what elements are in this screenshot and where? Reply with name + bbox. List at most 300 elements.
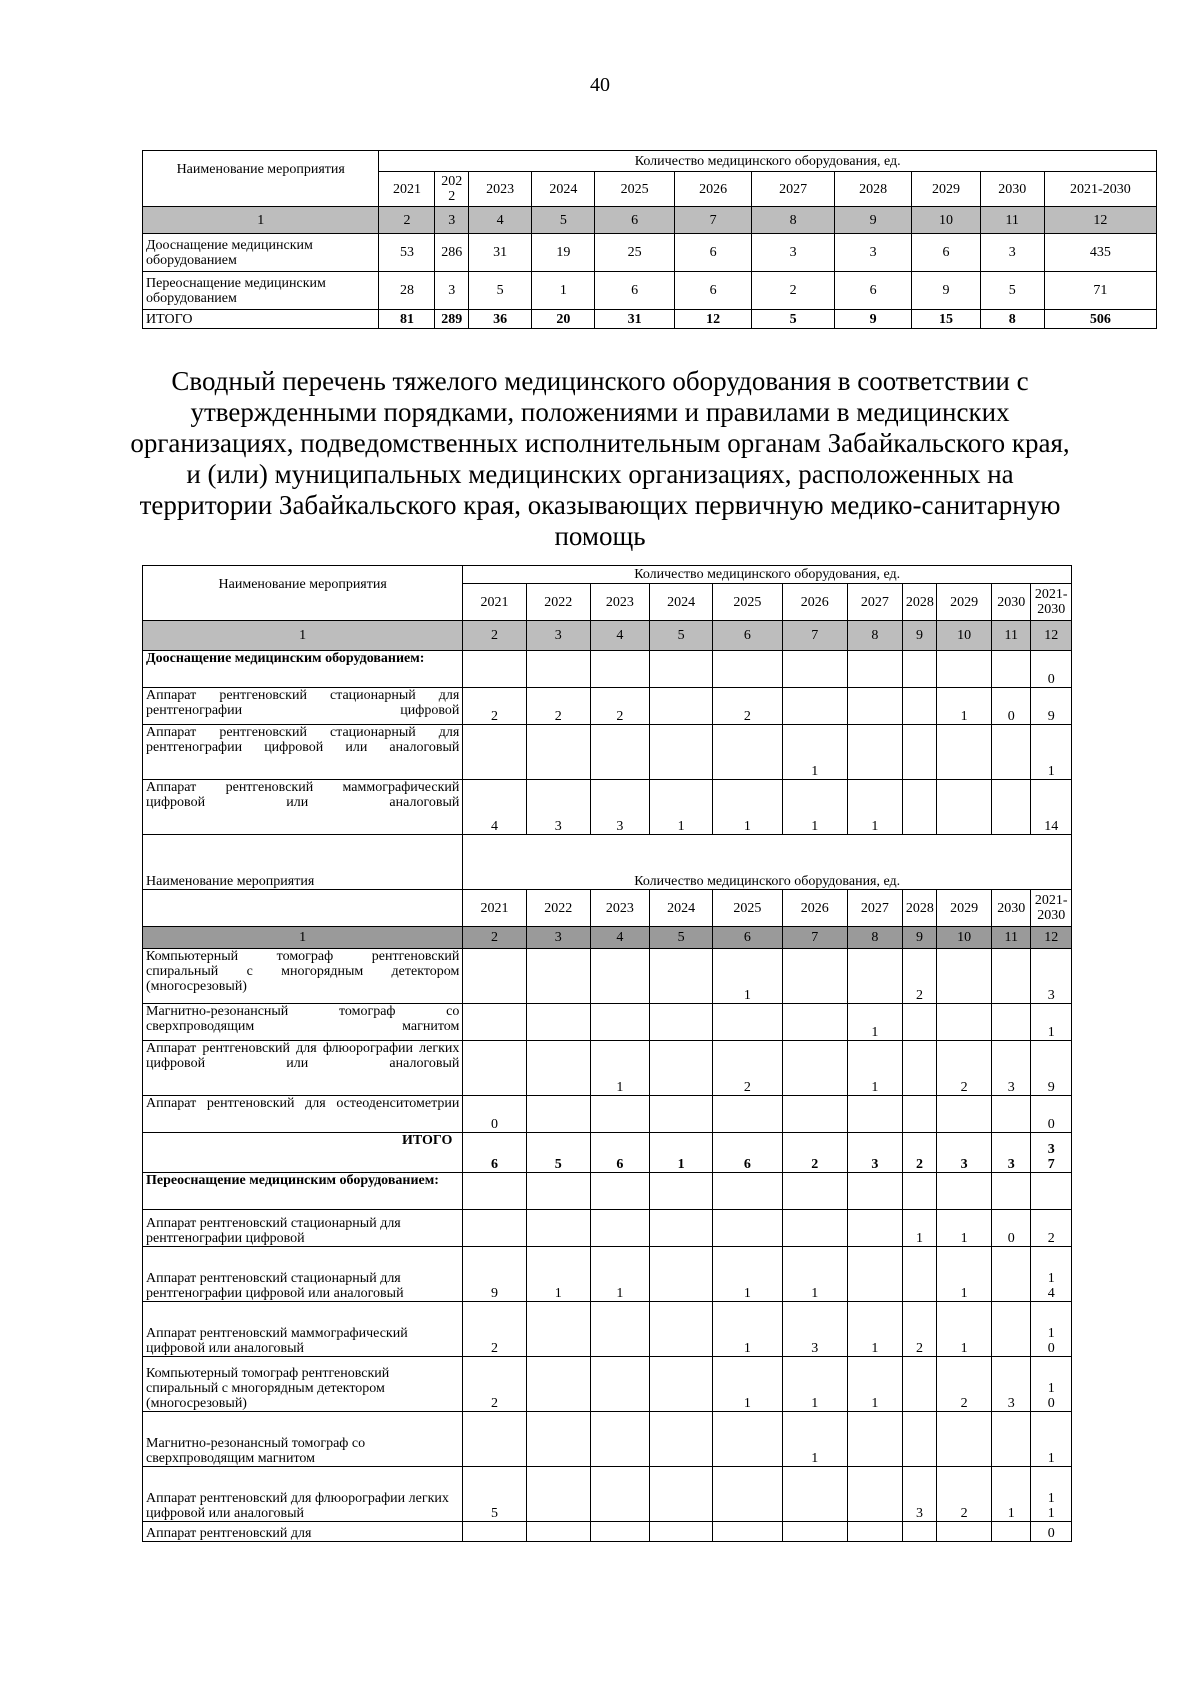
index-cell: 3 — [526, 621, 590, 651]
table-cell — [847, 1247, 902, 1302]
total-cell: 20 — [532, 310, 595, 329]
table-cell: 2 — [526, 688, 590, 725]
index-cell: 5 — [649, 621, 712, 651]
table-cell: 3 — [1031, 949, 1072, 1004]
table-cell — [649, 1041, 712, 1096]
table-cell: 1 — [1031, 1412, 1072, 1467]
table-cell — [649, 1357, 712, 1412]
name-header: Наименование мероприятия — [143, 151, 379, 207]
table-cell — [143, 890, 463, 927]
index-cell: 10 — [937, 927, 992, 949]
year-header: 2024 — [532, 172, 595, 207]
table-cell — [847, 725, 902, 780]
table-cell — [847, 1096, 902, 1133]
table-cell: 2 — [937, 1041, 992, 1096]
table-cell — [649, 1302, 712, 1357]
table-cell: 1 — [782, 1247, 847, 1302]
table-cell — [847, 949, 902, 1004]
total-cell: 1 — [649, 1133, 712, 1173]
data-row — [143, 688, 1072, 725]
table-cell — [847, 1412, 902, 1467]
total-cell: 6 — [590, 1133, 649, 1173]
index-cell: 11 — [992, 927, 1031, 949]
table-cell: 1 — [590, 1247, 649, 1302]
table-cell: 1 — [937, 1247, 992, 1302]
table-cell — [649, 949, 712, 1004]
total-cell: 6 — [713, 1133, 782, 1173]
table-cell — [526, 949, 590, 1004]
table-cell — [992, 1522, 1031, 1542]
table-cell: 1 — [847, 1302, 902, 1357]
total-label: ИТОГО — [143, 1133, 463, 1173]
total-cell: 506 — [1044, 310, 1156, 329]
table-cell: 2 — [937, 1357, 992, 1412]
total-cell: 15 — [912, 310, 980, 329]
index-cell: 1 — [143, 621, 463, 651]
table-cell — [463, 1210, 526, 1247]
table-cell — [847, 1467, 902, 1522]
table-cell — [902, 1522, 936, 1542]
table-cell: 3 — [980, 234, 1044, 272]
table-cell: 1 — [847, 1041, 902, 1096]
summary-table — [142, 150, 1157, 329]
table-cell — [713, 1210, 782, 1247]
total-cell: 5 — [526, 1133, 590, 1173]
index-cell: 4 — [590, 927, 649, 949]
total-cell: 2 — [902, 1133, 936, 1173]
table-cell — [713, 1467, 782, 1522]
table-cell — [782, 1173, 847, 1210]
table-cell — [782, 688, 847, 725]
table-cell: 31 — [469, 234, 532, 272]
table-cell — [713, 1412, 782, 1467]
table-cell: 28 — [379, 272, 435, 310]
table-cell: 2 — [590, 688, 649, 725]
table-cell — [590, 651, 649, 688]
table-cell: 0 — [992, 688, 1031, 725]
header-row — [143, 566, 1072, 584]
table-cell: 1 — [713, 1357, 782, 1412]
year-header: 2022 — [526, 890, 590, 927]
index-cell: 3 — [435, 207, 469, 234]
year-header: 2025 — [713, 584, 782, 621]
data-row — [143, 1247, 1072, 1302]
table-cell — [713, 1096, 782, 1133]
table-cell — [937, 780, 992, 835]
table-cell: 3 — [752, 234, 835, 272]
table-cell — [902, 1004, 936, 1041]
group-header: Количество медицинского оборудования, ед. — [463, 835, 1072, 890]
table-cell — [526, 1522, 590, 1542]
year-header: 2028 — [902, 890, 936, 927]
data-row — [143, 949, 1072, 1004]
table-cell — [590, 949, 649, 1004]
table-cell: 2 — [1031, 1210, 1072, 1247]
table-cell — [902, 1247, 936, 1302]
table-cell: 1 — [782, 725, 847, 780]
table-cell — [782, 651, 847, 688]
index-cell: 3 — [526, 927, 590, 949]
total-cell: 289 — [435, 310, 469, 329]
table-cell — [902, 725, 936, 780]
row-name: Компьютерный томограф рентгеновский спиральный с многорядным детектором (многосрезовый) — [143, 1357, 463, 1412]
table-cell — [649, 1247, 712, 1302]
total-row — [143, 1133, 1072, 1173]
table-cell: 6 — [834, 272, 911, 310]
table-cell: 1 — [713, 1247, 782, 1302]
year-header: 2027 — [847, 584, 902, 621]
table-cell: 2 — [902, 949, 936, 1004]
index-cell: 8 — [847, 621, 902, 651]
row-name: Аппарат рентгеновский маммографический цифровой или аналоговый — [143, 780, 463, 835]
total-cell: 8 — [980, 310, 1044, 329]
table-cell — [463, 949, 526, 1004]
table-cell: 3 — [782, 1302, 847, 1357]
index-cell: 6 — [713, 621, 782, 651]
row-name: Компьютерный томограф рентгеновский спиральный с многорядным детектором (многосрезовый) — [143, 949, 463, 1004]
row-name: Аппарат рентгеновский маммографический цифровой или аналоговый — [143, 1302, 463, 1357]
row-name: Аппарат рентгеновский стационарный для рентгенографии цифровой или аналоговый — [143, 725, 463, 780]
data-row — [143, 272, 1157, 310]
table-cell — [526, 1041, 590, 1096]
row-name: Переоснащение медицинским оборудованием — [143, 272, 379, 310]
table-cell — [992, 1173, 1031, 1210]
index-row — [143, 621, 1072, 651]
total-cell: 31 — [595, 310, 674, 329]
year-header: 2021- 2030 — [1031, 584, 1072, 621]
table-cell — [713, 725, 782, 780]
table-cell — [992, 780, 1031, 835]
section-title: Переоснащение медицинским оборудованием: — [143, 1173, 463, 1210]
data-row — [143, 780, 1072, 835]
table-cell: 9 — [1031, 1041, 1072, 1096]
data-row — [143, 725, 1072, 780]
year-header: 2022 — [526, 584, 590, 621]
table-cell: 0 — [1031, 1522, 1072, 1542]
table-cell: 0 — [1031, 1096, 1072, 1133]
year-header: 2025 — [595, 172, 674, 207]
table-cell — [649, 1522, 712, 1542]
table-cell — [526, 1412, 590, 1467]
table-cell — [463, 1522, 526, 1542]
table-cell: 2 — [713, 1041, 782, 1096]
table-cell — [590, 1302, 649, 1357]
table-cell — [590, 1467, 649, 1522]
table-cell — [526, 1096, 590, 1133]
table-cell — [847, 688, 902, 725]
table-cell — [992, 949, 1031, 1004]
table-cell: 3 — [834, 234, 911, 272]
year-header: 2026 — [674, 172, 751, 207]
year-header: 2028 — [834, 172, 911, 207]
index-cell: 9 — [902, 927, 936, 949]
total-cell: 9 — [834, 310, 911, 329]
year-header: 2021 — [463, 890, 526, 927]
index-cell: 1 — [143, 927, 463, 949]
year-header: 2028 — [902, 584, 936, 621]
table-cell — [782, 1522, 847, 1542]
table-cell — [463, 651, 526, 688]
index-cell: 5 — [649, 927, 712, 949]
year-header: 2025 — [713, 890, 782, 927]
table-cell — [590, 1004, 649, 1041]
table-cell: 1 1 — [1031, 1467, 1072, 1522]
year-header: 2024 — [649, 890, 712, 927]
table-cell: 435 — [1044, 234, 1156, 272]
year-header: 2029 — [937, 890, 992, 927]
year-header: 2029 — [912, 172, 980, 207]
table-cell: 2 — [713, 688, 782, 725]
table-cell: 9 — [1031, 688, 1072, 725]
table-cell — [902, 780, 936, 835]
table-cell — [463, 1173, 526, 1210]
total-cell: 36 — [469, 310, 532, 329]
index-cell: 2 — [463, 621, 526, 651]
table-cell — [937, 725, 992, 780]
row-name: Магнитно-резонансный томограф со сверхпроводящим магнитом — [143, 1004, 463, 1041]
year-header: 2030 — [980, 172, 1044, 207]
table-cell: 1 — [902, 1210, 936, 1247]
table-cell — [526, 725, 590, 780]
table-cell — [937, 1173, 992, 1210]
table-cell: 3 — [992, 1041, 1031, 1096]
table-cell: 1 0 — [1031, 1357, 1072, 1412]
total-cell: 81 — [379, 310, 435, 329]
year-header: 2027 — [752, 172, 835, 207]
table-cell: 3 — [992, 1357, 1031, 1412]
table-cell — [526, 1210, 590, 1247]
table-cell: 2 — [937, 1467, 992, 1522]
data-row — [143, 1302, 1072, 1357]
table-cell — [902, 1412, 936, 1467]
table-cell — [992, 725, 1031, 780]
table-cell — [526, 651, 590, 688]
table-cell: 1 — [937, 1210, 992, 1247]
year-header: 2029 — [937, 584, 992, 621]
table-cell: 6 — [912, 234, 980, 272]
table-cell — [526, 1173, 590, 1210]
year-header: 2026 — [782, 584, 847, 621]
data-row — [143, 1096, 1072, 1133]
table-cell — [847, 1522, 902, 1542]
table-cell: 6 — [595, 272, 674, 310]
index-cell: 12 — [1031, 927, 1072, 949]
table-cell — [649, 1210, 712, 1247]
year-header: 2030 — [992, 890, 1031, 927]
table-cell — [649, 1004, 712, 1041]
table-cell: 1 — [713, 780, 782, 835]
table-cell: 286 — [435, 234, 469, 272]
year-header: 2030 — [992, 584, 1031, 621]
table-cell — [526, 1357, 590, 1412]
section-row — [143, 1173, 1072, 1210]
data-row — [143, 1412, 1072, 1467]
table-cell — [649, 1096, 712, 1133]
table-cell — [649, 1173, 712, 1210]
table-cell: 1 — [532, 272, 595, 310]
table-cell — [463, 1004, 526, 1041]
table-cell — [782, 1210, 847, 1247]
group-header: Количество медицинского оборудования, ед. — [379, 151, 1157, 172]
index-cell: 6 — [595, 207, 674, 234]
year-header: 202 2 — [435, 172, 469, 207]
table-cell: 0 — [992, 1210, 1031, 1247]
table-cell: 6 — [674, 234, 751, 272]
table-cell: 9 — [912, 272, 980, 310]
table-cell — [902, 1041, 936, 1096]
table-cell — [902, 651, 936, 688]
table-cell — [590, 1357, 649, 1412]
index-cell: 8 — [752, 207, 835, 234]
table-cell — [526, 1467, 590, 1522]
index-row — [143, 207, 1157, 234]
table-cell — [590, 1210, 649, 1247]
total-cell: 5 — [752, 310, 835, 329]
table-cell — [713, 1522, 782, 1542]
index-cell: 10 — [937, 621, 992, 651]
table-cell — [463, 1041, 526, 1096]
row-name: Аппарат рентгеновский для — [143, 1522, 463, 1542]
data-row — [143, 1522, 1072, 1542]
table-cell: 1 — [713, 1302, 782, 1357]
table-cell: 6 — [674, 272, 751, 310]
row-name: Аппарат рентгеновский стационарный для рентгенографии цифровой или аналоговый — [143, 1247, 463, 1302]
year-header: 2021- 2030 — [1031, 890, 1072, 927]
index-cell: 2 — [379, 207, 435, 234]
total-cell: 3 — [992, 1133, 1031, 1173]
table-cell — [902, 688, 936, 725]
table-cell: 1 — [992, 1467, 1031, 1522]
table-cell: 2 — [463, 688, 526, 725]
table-cell: 0 — [463, 1096, 526, 1133]
years-row — [143, 890, 1072, 927]
row-name: Аппарат рентгеновский для флюорографии легких цифровой или аналоговый — [143, 1041, 463, 1096]
table-cell — [590, 1173, 649, 1210]
table-cell — [992, 1412, 1031, 1467]
group-header: Количество медицинского оборудования, ед. — [463, 566, 1072, 584]
page-number: 40 — [590, 74, 610, 96]
table-cell — [782, 1096, 847, 1133]
name-header: Наименование мероприятия — [143, 566, 463, 621]
table-cell — [847, 1173, 902, 1210]
index-cell: 9 — [834, 207, 911, 234]
index-cell: 2 — [463, 927, 526, 949]
table-cell: 1 — [937, 1302, 992, 1357]
total-cell: 3 7 — [1031, 1133, 1072, 1173]
table-cell: 3 — [902, 1467, 936, 1522]
total-row — [143, 310, 1157, 329]
table-cell: 1 — [1031, 1004, 1072, 1041]
total-label: ИТОГО — [143, 310, 379, 329]
table-cell: 1 — [937, 688, 992, 725]
table-cell: 1 — [713, 949, 782, 1004]
row-name: Аппарат рентгеновский для остеоденситометрии — [143, 1096, 463, 1133]
year-header: 2023 — [590, 584, 649, 621]
row-name: Дооснащение медицинским оборудованием — [143, 234, 379, 272]
table-cell: 1 — [1031, 725, 1072, 780]
header-row — [143, 151, 1157, 172]
table-cell: 2 — [752, 272, 835, 310]
total-cell: 2 — [782, 1133, 847, 1173]
table-cell — [782, 1467, 847, 1522]
table-cell: 1 — [847, 780, 902, 835]
table-cell: 1 — [782, 780, 847, 835]
table-cell: 5 — [980, 272, 1044, 310]
index-cell: 11 — [992, 621, 1031, 651]
index-cell: 10 — [912, 207, 980, 234]
table-cell — [937, 651, 992, 688]
table-cell: 9 — [463, 1247, 526, 1302]
table-cell: 4 — [463, 780, 526, 835]
index-cell: 12 — [1031, 621, 1072, 651]
table-cell — [902, 1096, 936, 1133]
index-cell: 5 — [532, 207, 595, 234]
index-cell: 9 — [902, 621, 936, 651]
table-cell: 5 — [463, 1467, 526, 1522]
table-cell — [463, 1412, 526, 1467]
table-cell — [713, 1004, 782, 1041]
index-cell: 11 — [980, 207, 1044, 234]
equipment-table — [142, 565, 1072, 1542]
total-cell: 3 — [937, 1133, 992, 1173]
row-name: Аппарат рентгеновский для флюорографии легких цифровой или аналоговый — [143, 1467, 463, 1522]
table-cell: 3 — [590, 780, 649, 835]
table-cell — [526, 1004, 590, 1041]
section-heading: Сводный перечень тяжелого медицинского оборудования в соответствии с утвержденными порядками, положениями и правилами в медицинских организациях, подведомственных исполнительным органам Забайкальского края, и (или) муниципальных медицинских организациях, расположенных на территории Забайкальского края, оказывающих первичную медико-санитарную помощь — [130, 366, 1070, 551]
table-cell: 5 — [469, 272, 532, 310]
year-header: 2023 — [590, 890, 649, 927]
table-cell — [847, 1210, 902, 1247]
year-header: 2026 — [782, 890, 847, 927]
table-cell — [649, 651, 712, 688]
table-cell — [847, 651, 902, 688]
table-cell: 0 — [1031, 651, 1072, 688]
data-row — [143, 1357, 1072, 1412]
table-cell — [992, 1302, 1031, 1357]
table-cell — [649, 725, 712, 780]
table-cell — [526, 1302, 590, 1357]
total-cell: 3 — [847, 1133, 902, 1173]
table-cell: 1 — [782, 1412, 847, 1467]
data-row — [143, 1210, 1072, 1247]
total-cell: 12 — [674, 310, 751, 329]
table-cell — [937, 1412, 992, 1467]
index-cell: 1 — [143, 207, 379, 234]
year-header: 2024 — [649, 584, 712, 621]
table-cell — [937, 1522, 992, 1542]
table-cell: 19 — [532, 234, 595, 272]
table-cell — [902, 1357, 936, 1412]
year-header: 2021 — [379, 172, 435, 207]
section-title: Дооснащение медицинским оборудованием: — [143, 651, 463, 688]
table-cell — [649, 688, 712, 725]
table-cell: 1 — [526, 1247, 590, 1302]
table-cell: 2 — [902, 1302, 936, 1357]
table-cell: 71 — [1044, 272, 1156, 310]
table-cell: 3 — [526, 780, 590, 835]
row-name: Магнитно-резонансный томограф со сверхпроводящим магнитом — [143, 1412, 463, 1467]
table-cell — [1031, 1173, 1072, 1210]
section-row — [143, 651, 1072, 688]
table-cell — [649, 1467, 712, 1522]
table-cell: 1 0 — [1031, 1302, 1072, 1357]
table-cell — [463, 725, 526, 780]
index-cell: 8 — [847, 927, 902, 949]
table-cell: 1 — [782, 1357, 847, 1412]
year-header: 2023 — [469, 172, 532, 207]
table-cell — [937, 1096, 992, 1133]
table-cell: 1 4 — [1031, 1247, 1072, 1302]
